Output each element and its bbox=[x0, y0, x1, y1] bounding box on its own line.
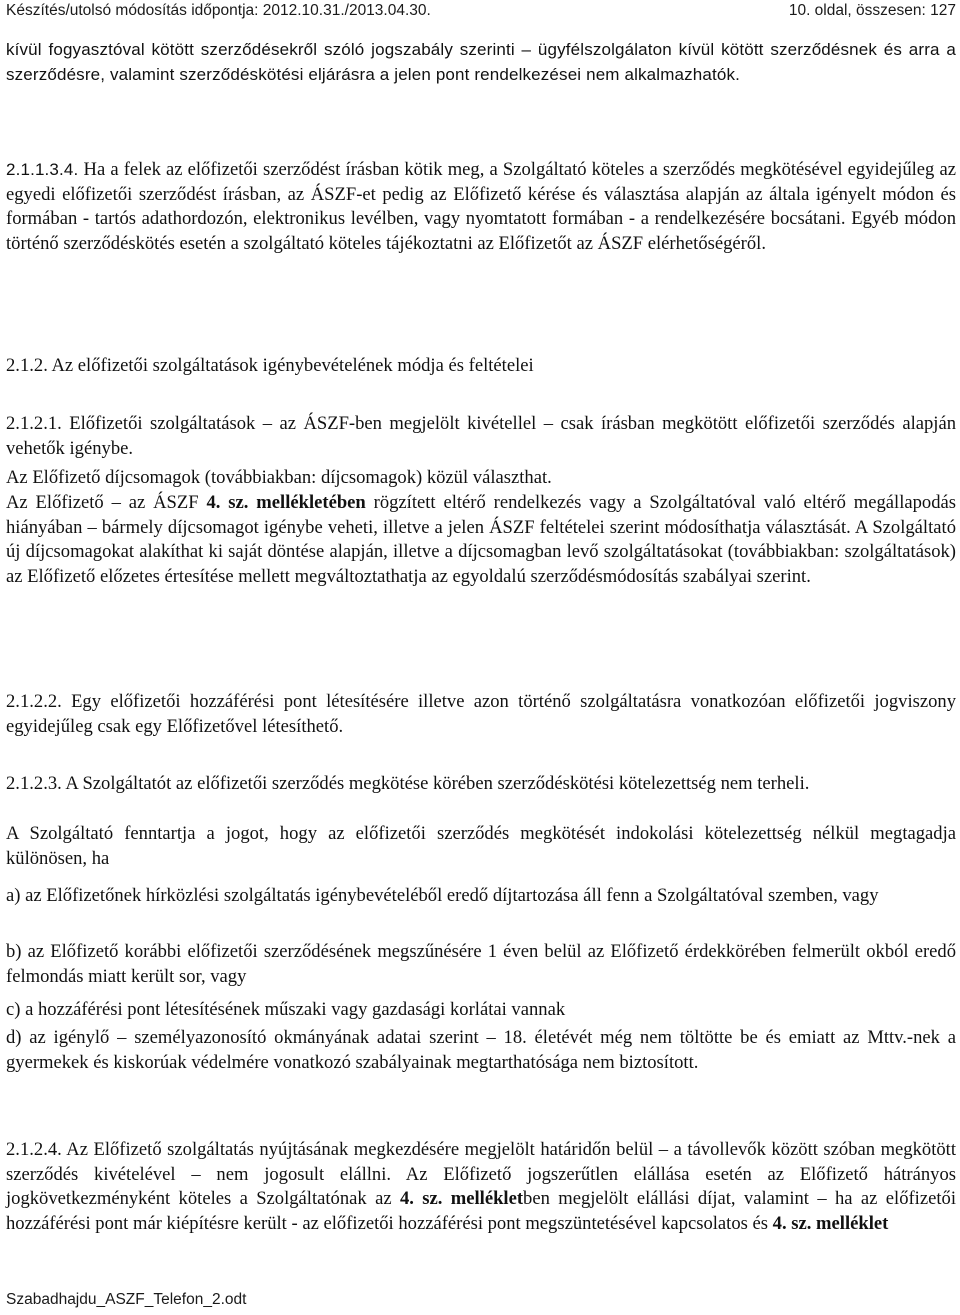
header-date: Készítés/utolsó módosítás időpontja: 2012.10.31./2013.04.30. bbox=[6, 2, 431, 19]
list-item-c: c) a hozzáférési pont létesítésének műszaki vagy gazdasági korlátai vannak bbox=[6, 999, 566, 1020]
text-run: ben megjelölt elállási díjat, valamint – ha az előfizetői hozzáférési pont már kiépítésre került - az előfizetői hozzáférési pont megszüntetésével kapcsolatos és bbox=[6, 1188, 956, 1234]
paragraph-2-1-2-4 bbox=[6, 1138, 956, 1236]
text-run: Az Előfizető – az ÁSZF bbox=[6, 492, 207, 513]
text-run: 2.1.2.4. Az Előfizető szolgáltatás nyújtásának megkezdésére megjelölt határidőn belül – a távollevők között szóban megkötött szerződés kivételével – nem jogosult elállni. Az Előfizető jogszerűtlen elállása esetén az Előfizető hátrányos jogkövetkezményként köteles a Szolgáltatónak az bbox=[6, 1139, 956, 1210]
paragraph-text: Ha a felek az előfizetői szerződést írásban kötik meg, a Szolgáltató köteles a szerződés megkötésével egyidejűleg az egyedi előfizetői szerződést írásban, az ÁSZF-et pedig az Előfizető kérése és választása alapján az általa igényelt módon és formában - tartós adathordozón, elektronikus levélben, vagy nyomtatott formában - a rendelkezésére bocsátani. bbox=[6, 159, 956, 230]
section-number: 2.1.1.3.4. bbox=[6, 160, 79, 179]
paragraph-dijcsomag: Az Előfizető díjcsomagok (továbbiakban: díjcsomagok) közül választhat. bbox=[6, 467, 552, 488]
paragraph-2-1-2-1: 2.1.2.1. Előfizetői szolgáltatások – az ÁSZF-ben megjelölt kivétellel – csak írásban megkötött előfizetői szerződés alapján vehetők igénybe. bbox=[6, 413, 956, 459]
list-item-d: d) az igénylő – személyazonosító okmányának adatai szerint – 18. életévét még nem töltötte be és emiatt az Mttv.-nek a gyermekek és kiskorúak védelmére vonatkozó szabályainak megtarthatósága nem biztosított. bbox=[6, 1027, 956, 1073]
text-run: rögzített eltérő rendelkezés vagy a Szolgáltatóval való eltérő megállapodás hiányában – bármely díjcsomagot igénybe veheti, illetve a jelen ÁSZF feltételei szerint módosíthatja választását. A Szolgáltató új díjcsomagokat alakíthat ki saját döntése alapján, illetve a díjcsomagban levő szolgáltatásokat (továbbiakban: szolgáltatások) az Előfizető előzetes értesítése mellett megváltoztathatja az egyoldalú szerződésmódosítás szabályai szerint. bbox=[6, 492, 956, 587]
bold-reference: 4. sz. melléklet bbox=[399, 1188, 524, 1210]
paragraph-valtoztatas bbox=[6, 491, 956, 589]
paragraph-2-1-2-2: 2.1.2.2. Egy előfizetői hozzáférési pont létesítésére illetve azon történő szolgáltatásra vonatkozóan előfizetői jogviszony egyidejűleg csak egy Előfizetővel létesíthető. bbox=[6, 691, 956, 737]
section-heading-2-1-2: 2.1.2. Az előfizetői szolgáltatások igénybevételének módja és feltételei bbox=[6, 355, 534, 376]
paragraph-fenntartja: A Szolgáltató fenntartja a jogot, hogy az előfizetői szerződés megkötését indokolási kötelezettség nélkül megtagadja különösen, ha bbox=[6, 823, 956, 869]
page-footer: Szabadhajdu_ASZF_Telefon_2.odt bbox=[6, 1291, 247, 1308]
paragraph-2-1-2-3: 2.1.2.3. A Szolgáltatót az előfizetői szerződés megkötése körében szerződéskötési kötelezettség nem terheli. bbox=[6, 773, 810, 794]
bold-reference: 4. sz. melléklet bbox=[772, 1212, 889, 1234]
paragraph-2-1-1-3-4 bbox=[6, 158, 956, 256]
document-page bbox=[6, 0, 956, 1315]
page-header bbox=[6, 0, 956, 24]
header-page-count: 10. oldal, összesen: 127 bbox=[788, 2, 956, 19]
list-item-b: b) az Előfizető korábbi előfizetői szerződésének megszűnésére 1 éven belül az Előfizető érdekkörében felmerült okból eredő felmondás miatt került sor, vagy bbox=[6, 941, 956, 987]
paragraph-kivul: kívül fogyasztóval kötött szerződésekről szóló jogszabály szerinti – ügyfélszolgálaton kívül kötött szerződésnek és arra a szerződésre, valamint szerződéskötési eljárásra a jelen pont rendelkezései nem alkalmazhatók. bbox=[6, 40, 956, 84]
bold-reference: 4. sz. mellékletében bbox=[206, 492, 366, 513]
paragraph-text-cont: Egyéb módon történő szerződéskötés esetén a szolgáltató köteles tájékoztatni az Előfizetőt az ÁSZF elérhetőségéről. bbox=[6, 208, 956, 254]
list-item-a: a) az Előfizetőnek hírközlési szolgáltatás igénybevételéből eredő díjtartozása áll fenn a Szolgáltatóval szemben, vagy bbox=[6, 885, 879, 906]
